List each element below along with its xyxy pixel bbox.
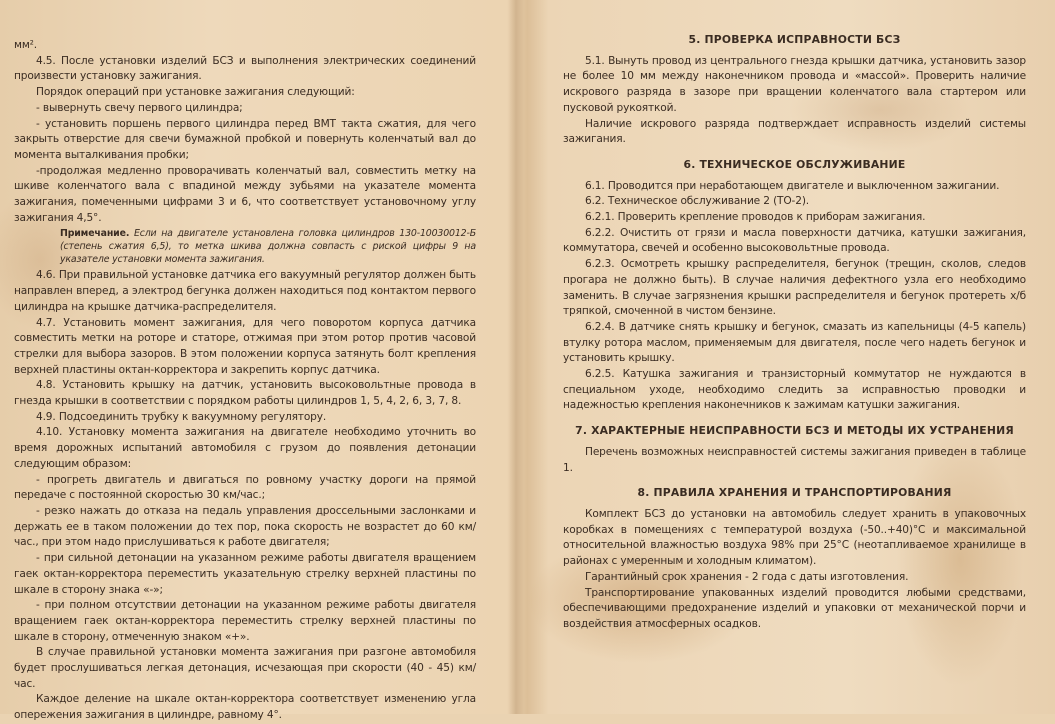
note-text: Если на двигателе установлена головка цилиндров 130-10030012-Б (степень сжатия 6,5), то метка шкива должна совпасть с риской цифры 9 на указателе установки момента зажигания. <box>60 228 476 266</box>
order-intro: Порядок операций при установке зажигания следующий: <box>36 86 355 99</box>
note-label: Примечание. <box>60 228 130 240</box>
paragraph-8-2: Гарантийный срок хранения - 2 года с даты изготовления. <box>585 570 909 583</box>
heading-section-5: 5. ПРОВЕРКА ИСПРАВНОСТИ БСЗ <box>688 33 901 46</box>
paragraph-6-1: 6.1. Проводится при неработающем двигателе и выключенном зажигании. <box>585 179 1000 192</box>
paragraph-6-2-2: 6.2.2. Очистить от грязи и масла поверхности датчика, катушки зажигания, коммутатора, свечей и особенно высоковольтные провода. <box>563 226 1026 255</box>
top-fragment: мм². <box>14 39 37 51</box>
heading-section-8: 8. ПРАВИЛА ХРАНЕНИЯ И ТРАНСПОРТИРОВАНИЯ <box>637 486 952 500</box>
paragraph-5-1: 5.1. Вынуть провод из центрального гнезда крышки датчика, установить зазор не более 10 мм между наконечником провода и «массой». Проверить наличие искрового разряда в зазоре при вращении коленчатого вала стартером или пусковой рукояткой. <box>563 54 1026 114</box>
paragraph-6-2-3: 6.2.3. Осмотреть крышку распределителя, бегунок (трещин, сколов, следов прогара не должно быть). В случае наличия дефектного узла его необходимо заменить. В случае загрязнения крышки распределителя и бегунок протереть х/б тряпкой, смоченной в чистом бензине. <box>563 258 1026 318</box>
paragraph-7: Перечень возможных неисправностей системы зажигания приведен в таблице 1. <box>563 445 1026 474</box>
order-step-1: - вывернуть свечу первого цилиндра; <box>36 101 243 114</box>
paragraph-6-2-5: 6.2.5. Катушка зажигания и транзисторный коммутатор не нуждаются в специальном уходе, необходимо следить за исправностью проводки и надежностью крепления наконечников к зажимам катушки зажигания. <box>563 368 1026 412</box>
paragraph-8-1: Комплект БСЗ до установки на автомобиль следует хранить в упаковочных коробках в помещениях с температурой воздуха (-50..+40)°С и максимальной относительной влажностью воздуха 98% при 25°С (неотапливаемое хранилище в районах с умеренным и холодным климатом). <box>563 507 1026 568</box>
order-step-3: -продолжая медленно проворачивать коленчатый вал, совместить метку на шкиве коленчатого вала с впадиной между зубьями на указателе момента зажигания, помеченными цифрами 3 и 6, что соответствует установочному углу зажигания 4,5°. <box>14 164 476 224</box>
left-column <box>14 0 476 724</box>
note <box>60 227 476 266</box>
paragraph-4-6: 4.6. При правильной установке датчика его вакуумный регулятор должен быть направлен вперед, а электрод бегунка должен находиться под контактом первого цилиндра на крышке датчика-распределителя. <box>14 269 476 313</box>
page-fold <box>508 0 524 714</box>
detonation-step-4: - при полном отсутствии детонации на указанном режиме работы двигателя вращением гаек октан-корректора переместить стрелку верхней пластины по шкале в сторону, отмеченную знаком «+». <box>14 599 476 643</box>
order-step-2: - установить поршень первого цилиндра перед ВМТ такта сжатия, для чего закрыть отверстие для свечи бумажной пробкой и повернуть коленчатый вал до момента выталкивания пробки; <box>14 117 476 161</box>
right-column <box>563 0 1026 633</box>
paragraph-4-10: 4.10. Установку момента зажигания на двигателе необходимо уточнить во время дорожных испытаний автомобиля с грузом до появления детонации следующим образом: <box>14 426 476 470</box>
paragraph-6-2-1: 6.2.1. Проверить крепление проводов к приборам зажигания. <box>585 211 926 224</box>
paragraph-scale-division: Каждое деление на шкале октан-корректора соответствует изменению угла опережения зажигания в цилиндре, равному 4°. <box>14 693 476 722</box>
paragraph-4-5: 4.5. После установки изделий БСЗ и выполнения электрических соединений произвести установку зажигания. <box>14 54 476 83</box>
paragraph-4-7: 4.7. Установить момент зажигания, для чего поворотом корпуса датчика совместить метки на роторе и статоре, отжимая при этом ротор против часовой стрелки для выбора зазоров. В этом положении корпуса затянуть болт крепления верхней пластины октан-корректора и закрепить корпус датчика. <box>14 316 476 376</box>
paragraph-4-9: 4.9. Подсоединить трубку к вакуумному регулятору. <box>36 410 327 423</box>
detonation-step-1: - прогреть двигатель и двигаться по ровному участку дороги на прямой передаче с постоянной скоростью 30 км/час.; <box>14 473 476 502</box>
paragraph-6-2: 6.2. Техническое обслуживание 2 (ТО-2). <box>585 195 810 208</box>
heading-section-7: 7. ХАРАКТЕРНЫЕ НЕИСПРАВНОСТИ БСЗ И МЕТОДЫ ИХ УСТРАНЕНИЯ <box>575 424 1014 438</box>
paragraph-5-2: Наличие искрового разряда подтверждает исправность изделий системы зажигания. <box>563 117 1026 146</box>
detonation-step-2: - резко нажать до отказа на педаль управления дроссельными заслонками и держать ее в таком положении до тех пор, пока скорость не возрастет до 60 км/час., при этом надо прислушиваться к работе двигателя; <box>14 504 476 549</box>
paragraph-6-2-4: 6.2.4. В датчике снять крышку и бегунок, смазать из капельницы (4-5 капель) втулку ротора маслом, применяемым для двигателя, после чего надеть бегунок и установить крышку. <box>563 320 1026 365</box>
paragraph-8-3: Транспортирование упакованных изделий проводится любыми средствами, обеспечивающими предохранение изделий и упаковки от механической порчи и воздействия атмосферных осадков. <box>563 586 1026 630</box>
paragraph-4-8: 4.8. Установить крышку на датчик, установить высоковольтные провода в гнезда крышки в соответствии с порядком работы цилиндров 1, 5, 4, 2, 6, 3, 7, 8. <box>14 379 476 408</box>
heading-section-6: 6. ТЕХНИЧЕСКОЕ ОБСЛУЖИВАНИЕ <box>683 157 906 171</box>
paragraph-correct-setting: В случае правильной установки момента зажигания при разгоне автомобиля будет прослушиваться легкая детонация, исчезающая при скорости (40 - 45) км/час. <box>14 646 476 690</box>
detonation-step-3: - при сильной детонации на указанном режиме работы двигателя вращением гаек октан-корректора переместить указательную стрелку верхней пластины по шкале в сторону знака «-»; <box>14 552 476 596</box>
